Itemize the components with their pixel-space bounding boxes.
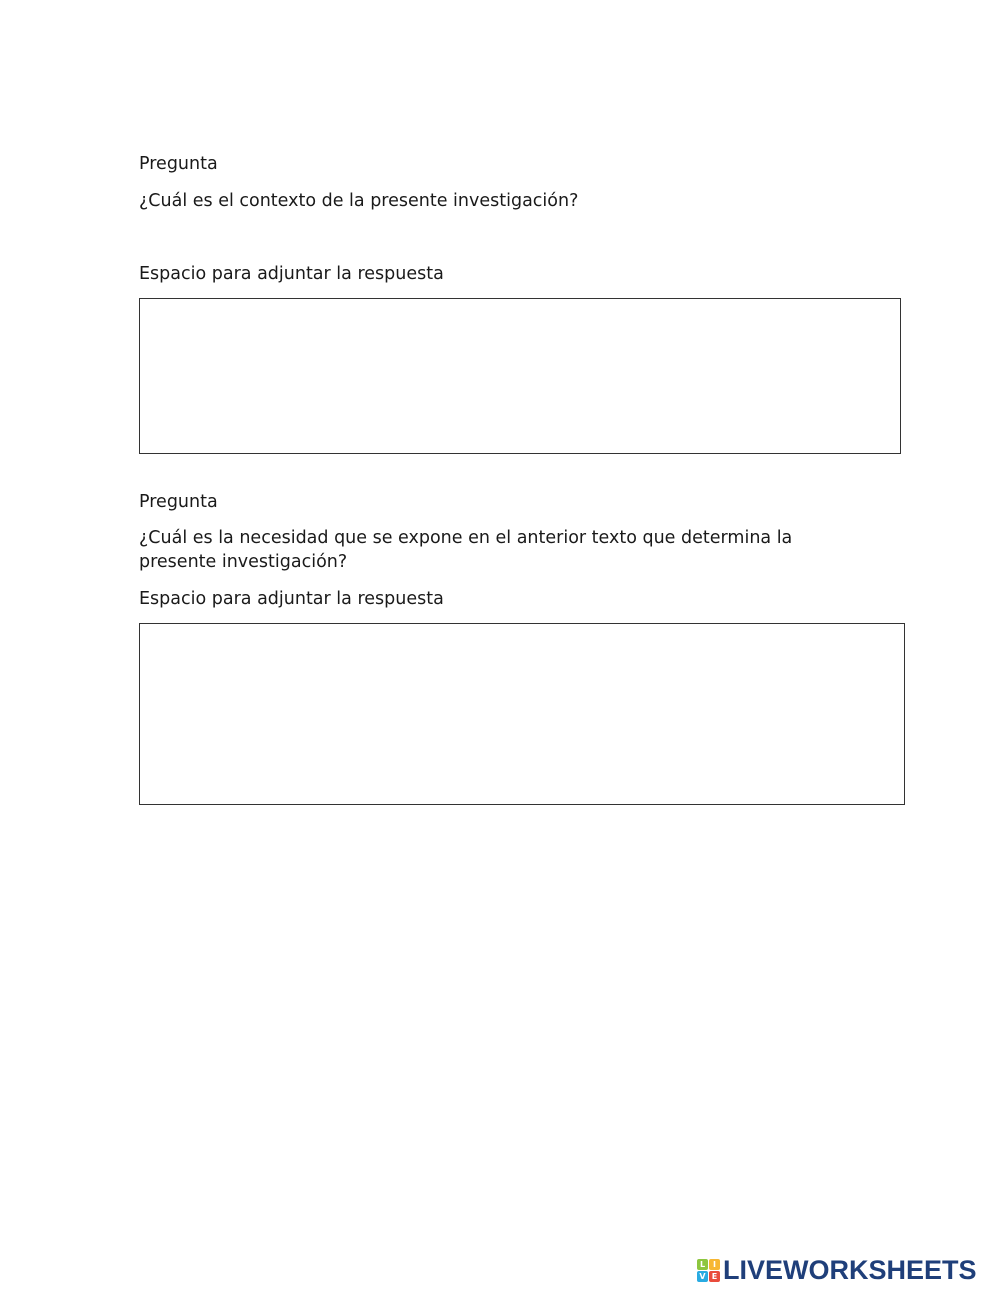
logo-cube: V xyxy=(697,1271,708,1282)
logo-cubes-icon xyxy=(697,1259,720,1282)
question-2-text: ¿Cuál es la necesidad que se expone en el anterior texto que determina la presente investigación? xyxy=(139,528,793,572)
answer-2-label: Espacio para adjuntar la respuesta xyxy=(139,589,444,609)
logo-cube: I xyxy=(709,1259,720,1270)
question-1-heading: Pregunta xyxy=(139,154,218,174)
question-2-heading: Pregunta xyxy=(139,492,218,512)
question-1-text: ¿Cuál es el contexto de la presente investigación? xyxy=(139,191,579,211)
answer-1-label: Espacio para adjuntar la respuesta xyxy=(139,264,444,284)
logo-cube: E xyxy=(709,1271,720,1282)
answer-box-1[interactable] xyxy=(139,298,901,454)
answer-box-2[interactable] xyxy=(139,623,905,805)
logo-cube: L xyxy=(697,1259,708,1270)
logo-wordmark: LIVEWORKSHEETS xyxy=(723,1255,977,1285)
liveworksheets-logo xyxy=(697,1254,977,1286)
